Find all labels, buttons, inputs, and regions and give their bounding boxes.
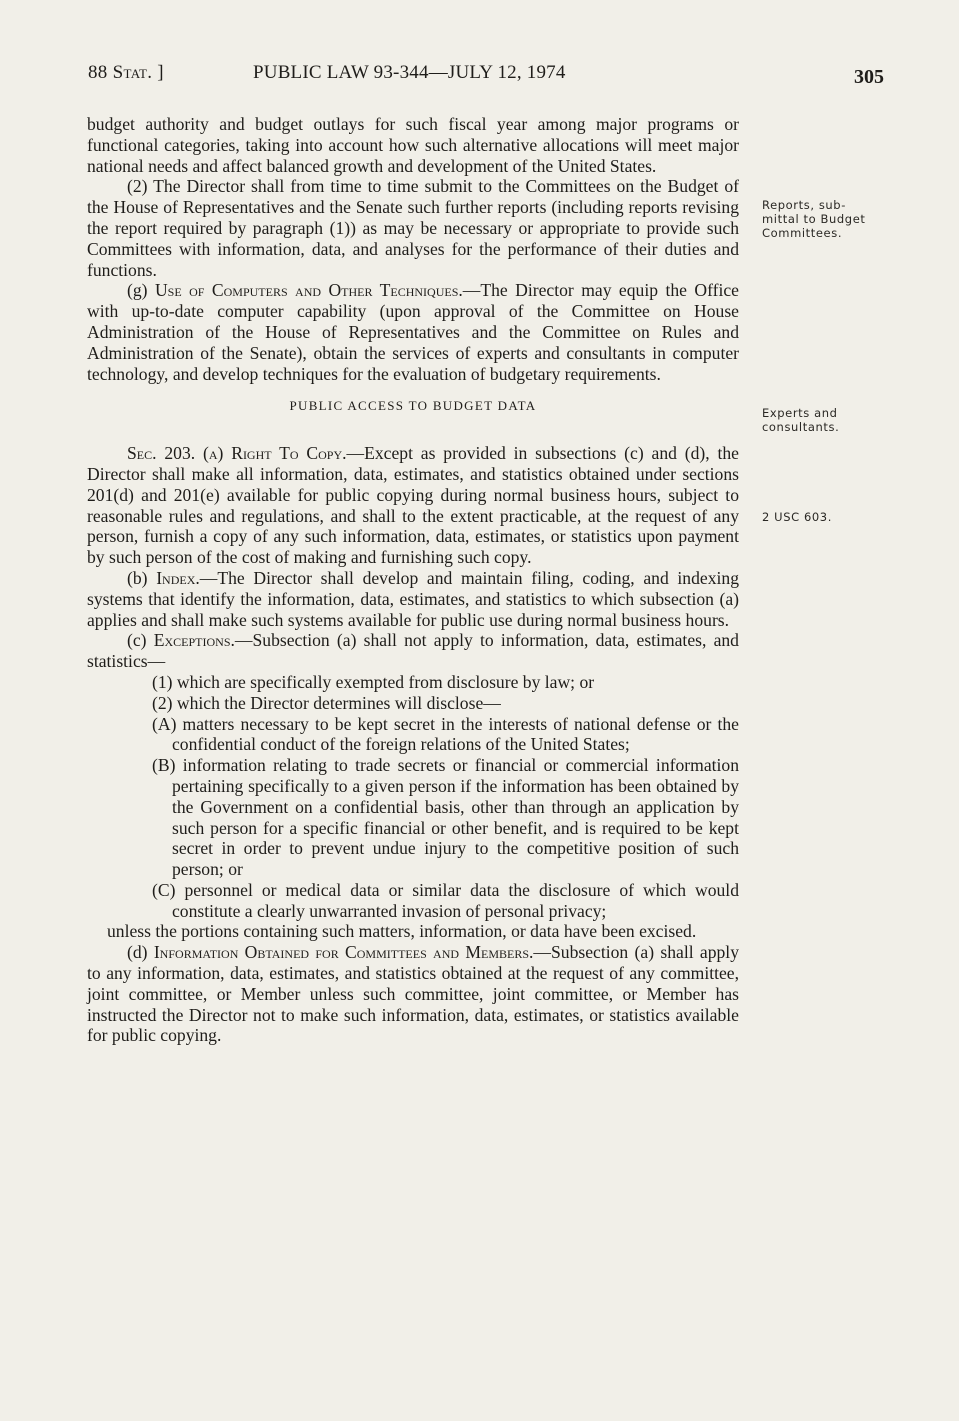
section-203a-lead: Sec. 203. (a) xyxy=(127,443,232,464)
section-203d-lead: (d) xyxy=(127,942,154,963)
paragraph-g-lead: (g) xyxy=(127,280,155,301)
margin-note-usc: 2 USC 603. xyxy=(762,510,832,524)
section-203b xyxy=(87,568,739,630)
section-203a-heading: Right To Copy. xyxy=(231,443,347,464)
section-203c-text: —Subsection (a) shall not apply to information, data, estimates, and statistics— xyxy=(87,630,739,672)
section-203d-text: —Subsection (a) shall apply to any information, data, estimates, and statistics obtained at the request of any committee, joint committee, or Member unless such committee, joint committee, or Member has instructed the Director not to make such information, data, estimates, or statistics available for public copying. xyxy=(87,942,739,1046)
section-heading: PUBLIC ACCESS TO BUDGET DATA xyxy=(289,398,537,414)
header-title: PUBLIC LAW 93-344—JULY 12, 1974 xyxy=(253,62,566,83)
section-203a xyxy=(87,443,739,568)
margin-note-reports: Reports, sub- mittal to Budget Committees. xyxy=(762,198,866,240)
page-number: 305 xyxy=(854,66,884,88)
paragraph-f2: (2) The Director shall from time to time submit to the Committees on the Budget of the House of Representatives and the Senate such further reports (including reports revising the report required by paragraph (1)) as may be necessary or appropriate to provide such Committees with information, data, and analyses for the performance of their duties and functions. xyxy=(87,176,739,280)
body-text xyxy=(87,114,739,1046)
section-203d xyxy=(87,942,739,1046)
margin-note-experts: Experts and consultants. xyxy=(762,406,840,434)
paragraph-g xyxy=(87,280,739,384)
paragraph-g-text: —The Director may equip the Office with up-to-date computer capability (upon approval of the Committee on House Administration of the House of Representatives and the Committee on Rules and Administration of the Senate), obtain the services of experts and consultants in computer technology, and develop techniques for the evaluation of budgetary requirements. xyxy=(87,280,739,384)
section-203c-lead: (c) xyxy=(127,630,154,651)
section-203b-text: —The Director shall develop and maintain filing, coding, and indexing systems that identify the information, data, estimates, and statistics to which subsection (a) applies and shall make such systems available for public use during normal business hours. xyxy=(87,567,739,630)
section-203b-heading: Index. xyxy=(156,567,200,588)
clause-c1: (1) which are specifically exempted from disclosure by law; or xyxy=(152,671,595,692)
clause-cB: (B) information relating to trade secrets or financial or commercial information pertaining specifically to a given person if the information has been obtained by the Government on a confidential basis, other than through an application by such person for a specific financial or other benefit, and is required to be kept secret in order to prevent undue injury to the competitive position of such person; or xyxy=(152,755,739,880)
section-203d-heading: Information Obtained for Committees and Members. xyxy=(153,942,534,963)
paragraph-continuation: budget authority and budget outlays for such fiscal year among major programs or functional categories, taking into account how such alternative allocations will meet major national needs and affect balanced growth and development of the United States. xyxy=(87,114,739,176)
paragraph-g-heading: Use of Computers and Other Techniques. xyxy=(154,280,463,301)
section-203a-text: —Except as provided in subsections (c) and (d), the Director shall make all information, data, estimates, and statistics obtained under sections 201(d) and 201(e) available for public copying during normal business hours, subject to reasonable rules and regulations, and shall to the extent practicable, at the request of any person, furnish a copy of any such information, data, estimates, or statistics upon payment by such person of the cost of making and furnishing such copy. xyxy=(87,443,739,568)
section-203b-lead: (b) xyxy=(127,567,157,588)
clause-c-tail: unless the portions containing such matters, information, or data have been excised. xyxy=(107,921,697,942)
header-volume: 88 Stat. ] xyxy=(88,62,164,83)
clause-c2: (2) which the Director determines will disclose— xyxy=(152,692,501,713)
clause-cC: (C) personnel or medical data or similar data the disclosure of which would constitute a clearly unwarranted invasion of personal privacy; xyxy=(152,879,739,921)
section-203c-heading: Exceptions. xyxy=(153,630,235,651)
clause-cA: (A) matters necessary to be kept secret in the interests of national defense or the confidential conduct of the foreign relations of the United States; xyxy=(152,713,739,755)
section-203c xyxy=(87,630,739,672)
